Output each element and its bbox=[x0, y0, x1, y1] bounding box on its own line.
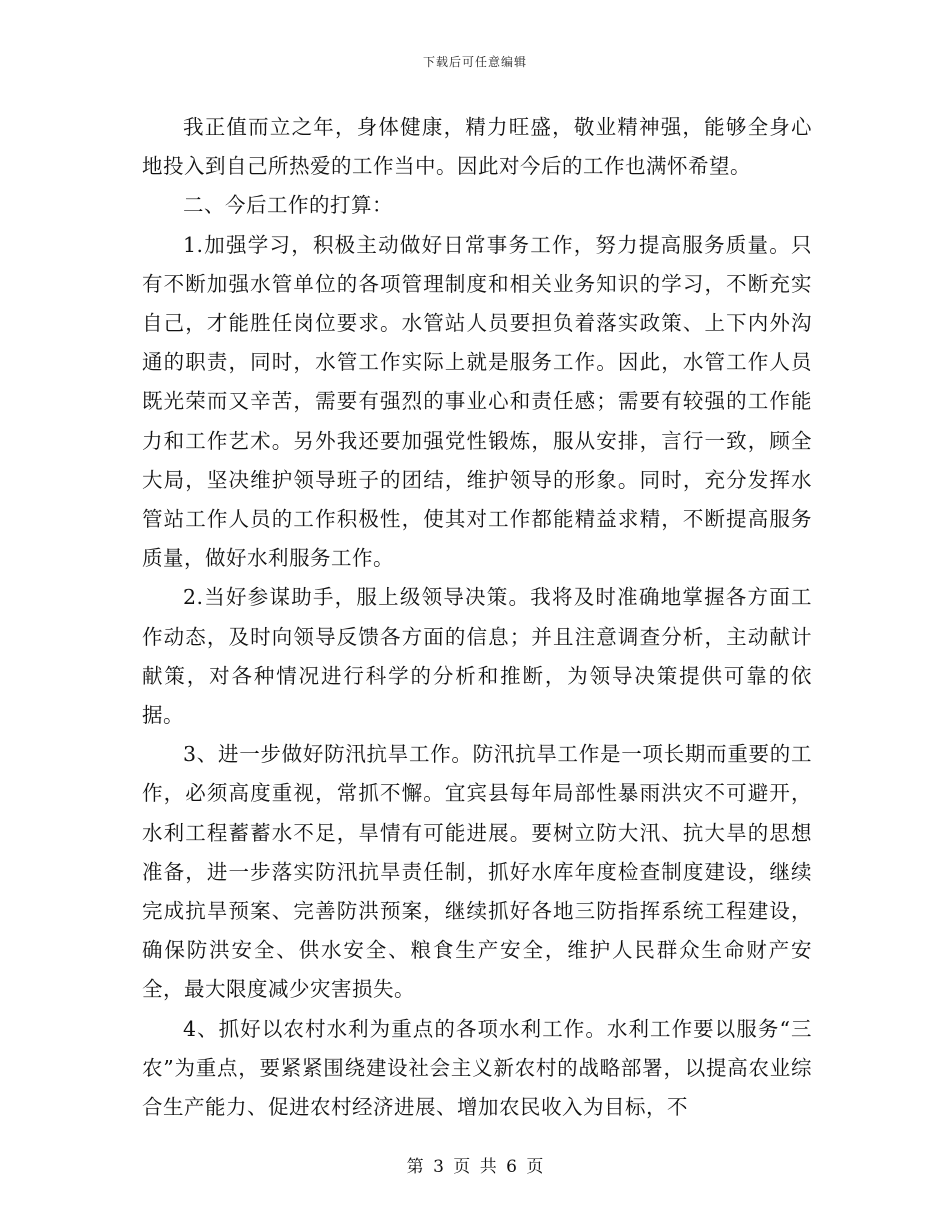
page-header-note: 下载后可任意编辑 bbox=[422, 55, 527, 69]
page-number-footer: 第 3 页 共 6 页 bbox=[406, 1157, 544, 1177]
paragraph-item-2: 2.当好参谋助手，服上级领导决策。我将及时准确地掌握各方面工作动态，及时向领导反馈各方面的信息；并且注意调查分析，主动献计献策，对各种情况进行科学的分析和推断，为领导决策提供可靠的依据。 bbox=[142, 585, 812, 728]
paragraph-item-1: 1.加强学习，积极主动做好日常事务工作，努力提高服务质量。只有不断加强水管单位的各项管理制度和相关业务知识的学习，不断充实自己，才能胜任岗位要求。水管站人员要担负着落实政策、上下内外沟通的职责，同时，水管工作实际上就是服务工作。因此，水管工作人员既光荣而又辛苦，需要有强烈的事业心和责任感；需要有较强的工作能力和工作艺术。另外我还要加强党性锻炼，服从安排，言行一致，顾全大局，坚决维护领导班子的团结，维护领导的形象。同时，充分发挥水管站工作人员的工作积极性，使其对工作都能精益求精，不断提高服务质量，做好水利服务工作。 bbox=[142, 232, 812, 571]
paragraph-section-heading: 二、今后工作的打算： bbox=[183, 193, 393, 218]
paragraph-item-3: 3、进一步做好防汛抗旱工作。防汛抗旱工作是一项长期而重要的工作，必须高度重视，常抓不懈。宜宾县每年局部性暴雨洪灾不可避开，水利工程蓄蓄水不足，旱情有可能进展。要树立防大汛、抗大旱的思想准备，进一步落实防汛抗旱责任制，抓好水库年度检查制度建设，继续完成抗旱预案、完善防洪预案，继续抓好各地三防指挥系统工程建设，确保防洪安全、供水安全、粮食生产安全，维护人民群众生命财产安全，最大限度减少灾害损失。 bbox=[142, 742, 812, 1002]
paragraph-1: 我正值而立之年，身体健康，精力旺盛，敬业精神强，能够全身心地投入到自己所热爱的工作当中。因此对今后的工作也满怀希望。 bbox=[142, 115, 812, 179]
paragraph-item-4: 4、抓好以农村水利为重点的各项水利工作。水利工作要以服务“三农”为重点，要紧紧围绕建设社会主义新农村的战略部署，以提高农业综合生产能力、促进农村经济进展、增加农民收入为目标，不 bbox=[142, 1016, 812, 1120]
document-body bbox=[142, 108, 812, 1127]
